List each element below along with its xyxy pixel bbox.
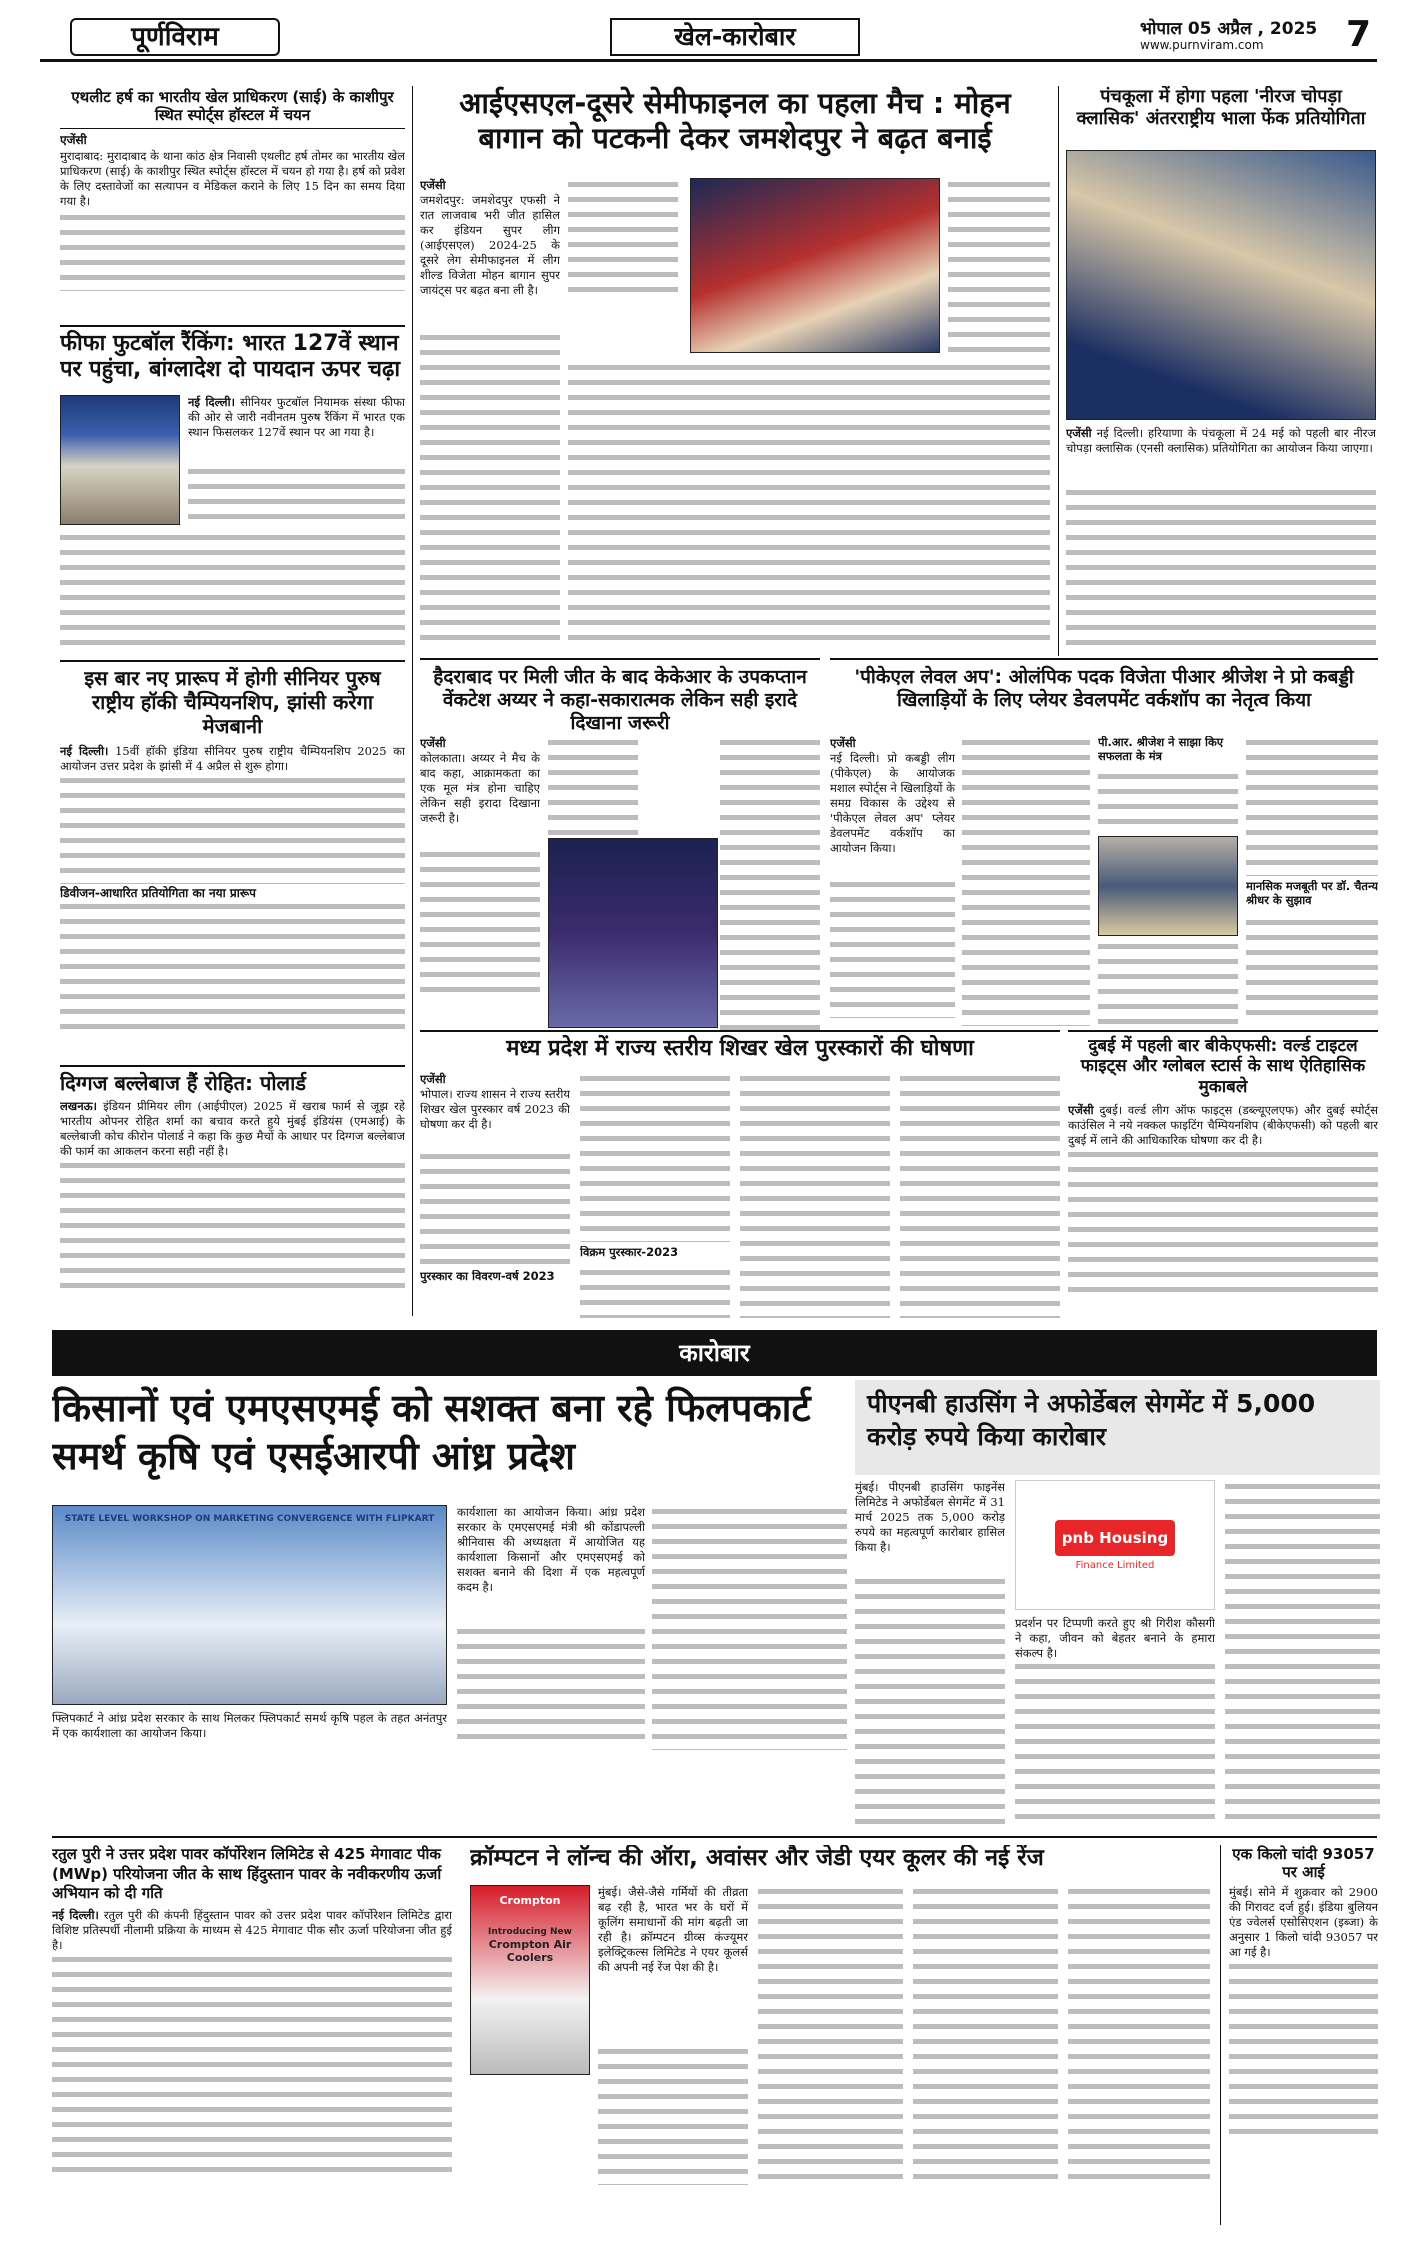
text-continuation	[1068, 1885, 1210, 2185]
headline[interactable]: किसानों एवं एमएसएमई को सशक्त बना रहे फिलपकार्ट समर्थ कृषि एवं एसईआरपी आंध्र प्रदेश	[52, 1386, 811, 1478]
text-continuation	[52, 1953, 452, 2173]
headline[interactable]: फीफा फुटबॉल रैंकिंग: भारत 127वें स्थान पर पहुंचा, बांग्लादेश दो पायदान ऊपर चढ़ा	[60, 325, 405, 384]
subhead: विक्रम पुरस्कार-2023	[580, 1246, 679, 1259]
text-continuation	[420, 331, 560, 641]
text-continuation	[758, 1885, 903, 2185]
subhead: डिवीजन-आधारित प्रतियोगिता का नया प्रारूप	[60, 886, 256, 900]
article-body: नई दिल्ली। प्रो कबड्डी लीग (पीकेएल) के आयोजक मशाल स्पोर्ट्स ने खिलाड़ियों के समग्र विकास के उद्देश्य से 'पीकेएल लेवल अप' प्लेयर डेवलपमेंट वर्कशॉप का आयोजन किया।	[830, 751, 955, 855]
subhead: मानसिक मजबूती पर डॉ. चैतन्य श्रीधर के सुझाव	[1246, 880, 1378, 907]
article-sai	[60, 88, 405, 323]
text-continuation	[420, 848, 540, 998]
column-divider	[1058, 86, 1059, 656]
text-continuation	[568, 178, 678, 298]
article-body: दुबई। वर्ल्ड लीग ऑफ फाइट्स (डब्ल्यूएलएफ) और दुबई स्पोर्ट्स काउंसिल ने नये नक्कल फाइटिंग चैम्पियनशिप (बीकेएफसी) को पहली बार दुबई में लाने की आधिकारिक घोषणा कर दी है।	[1068, 1103, 1378, 1148]
article-body: मुंबई। सोने में शुक्रवार को 2900 की गिरावट दर्ज हुई। इंडिया बुलियन एंड ज्वेलर्स एसोसिएशन (इब्जा) के अनुसार 1 किलो चांदी 93057 पर आ गई है।	[1229, 1885, 1378, 1959]
article-pnb	[855, 1480, 1380, 1830]
text-continuation	[60, 531, 405, 655]
dateline: नई दिल्ली।	[188, 395, 235, 409]
article-body: नई दिल्ली। हरियाणा के पंचकूला में 24 मई को पहली बार नीरज चोपड़ा क्लासिक (एनसी क्लासिक) प्रतियोगिता का आयोजन किया जाएगा।	[1066, 426, 1376, 455]
text-continuation	[948, 178, 1050, 353]
dateline: एजेंसी	[420, 178, 446, 192]
text-continuation	[1098, 770, 1238, 830]
article-body: मुरादाबाद: मुरादाबाद के थाना कांठ क्षेत्र निवासी एथलीट हर्ष तोमर का भारतीय खेल प्राधिकरण (साई) के काशीपुर स्थित स्पोर्ट्स हॉस्टल में चयन हो गया है। हर्ष को प्रवेश के लिए दस्तावेजों का सत्यापन व मेडिकल कराने के लिए 15 दिन का समय दिया गया है।	[60, 149, 405, 209]
text-continuation	[1229, 1960, 1378, 2140]
dateline: एजेंसी	[1068, 1103, 1094, 1118]
dateline: एजेंसी	[830, 736, 856, 750]
text-continuation	[457, 1625, 645, 1745]
text-continuation	[580, 1266, 730, 1318]
headline[interactable]: पीएनबी हाउसिंग ने अफोर्डेबल सेगमेंट में 5,000 करोड़ रुपये किया कारोबार	[867, 1389, 1316, 1451]
dateline: एजेंसी	[60, 133, 87, 147]
dateline: नई दिल्ली।	[60, 744, 109, 758]
ad-line1: Introducing New	[488, 1927, 572, 1938]
text-continuation	[598, 2045, 748, 2185]
article-body: कार्यशाला का आयोजन किया। आंध्र प्रदेश सरकार के एमएसएमई मंत्री श्री कोंडापल्ली श्रीनिवास की अध्यक्षता में आयोजित यह कार्यशाला किसानों और एमएसएमई को सशक्त बनाने की दिशा में एक महत्वपूर्ण कदम है।	[457, 1505, 645, 1594]
article-isl	[420, 86, 1050, 651]
pnb-logo-sub: Finance Limited	[1075, 1559, 1155, 1571]
article-hockey	[60, 660, 405, 1060]
team-photo	[60, 395, 180, 525]
text-continuation	[60, 1159, 405, 1289]
article-flipkart	[52, 1385, 847, 1830]
text-continuation	[1246, 916, 1378, 1024]
headline[interactable]: दिग्गज बल्लेबाज हैं रोहित: पोलार्ड	[60, 1065, 405, 1095]
text-continuation	[720, 736, 820, 1036]
workshop-photo	[1098, 836, 1238, 936]
text-continuation	[962, 736, 1090, 1026]
column-divider	[412, 86, 413, 1316]
match-photo	[690, 178, 940, 353]
section-title: खेल-कारोबार	[610, 18, 860, 56]
pnb-logo-box	[1015, 1480, 1215, 1610]
headline[interactable]: आईएसएल-दूसरे सेमीफाइनल का पहला मैच : मोहन बागान को पटकनी देकर जमशेदपुर ने बढ़त बनाई	[459, 86, 1011, 155]
dateline: एजेंसी	[420, 1072, 446, 1086]
text-continuation	[1225, 1480, 1380, 1825]
text-continuation	[548, 736, 638, 836]
text-continuation	[830, 878, 955, 1018]
article-body: 15वीं हॉकी इंडिया सीनियर पुरुष राष्ट्रीय चैम्पियनशिप 2025 का आयोजन उत्तर प्रदेश के झांसी में 4 अप्रैल से शुरू होगा।	[60, 744, 405, 773]
page-number: 7	[1345, 14, 1371, 55]
article-mp-awards	[420, 1030, 1060, 1325]
headline[interactable]: 'पीकेएल लेवल अप': ओलंपिक पदक विजेता पीआर श्रीजेश ने प्रो कबड्डी खिलाड़ियों के लिए प्लेयर डेवलपमेंट वर्कशॉप का नेतृत्व किया	[830, 658, 1378, 712]
article-body: सीनियर फुटबॉल नियामक संस्था फीफा की ओर से जारी नवीनतम पुरुष रैंकिंग में भारत एक स्थान फिसलकर 127वें स्थान पर आ गया है।	[188, 395, 405, 439]
crompton-ad	[470, 1885, 590, 2075]
text-continuation	[568, 361, 1050, 641]
headline[interactable]: दुबई में पहली बार बीकेएफसी: वर्ल्ड टाइटल फाइट्स और ग्लोबल स्टार्स के साथ ऐतिहासिक मुकाबले	[1068, 1030, 1378, 1097]
player-photo	[548, 838, 718, 1028]
text-continuation	[60, 774, 405, 884]
dateline: एजेंसी	[1066, 426, 1092, 440]
website-url[interactable]: www.purnviram.com	[1140, 38, 1264, 52]
article-body: जमशेदपुर: जमशेदपुर एफसी ने रात लाजवाब भरी जीत हासिल कर इंडियन सुपर लीग (आईएसएल) 2024-25 के दूसरे लेग सेमीफाइनल में लीग शील्ड विजेता मोहन बागान सुपर जायंट्स पर बढ़त बना ली है।	[420, 193, 560, 297]
ad-brand: Crompton	[499, 1894, 561, 1907]
article-sjvn	[52, 1845, 452, 2225]
article-crompton	[470, 1845, 1210, 2225]
headline[interactable]: पंचकूला में होगा पहला 'नीरज चोपड़ा क्लासिक' अंतरराष्ट्रीय भाला फेंक प्रतियोगिता	[1076, 86, 1366, 129]
article-silver	[1220, 1845, 1378, 2225]
headline[interactable]: एक किलो चांदी 93057 पर आई	[1232, 1845, 1375, 1881]
text-continuation	[1246, 736, 1378, 876]
headline[interactable]: एथलीट हर्ष का भारतीय खेल प्राधिकरण (साई) के काशीपुर स्थित स्पोर्ट्स हॉस्टल में चयन	[60, 88, 405, 129]
text-continuation	[740, 1072, 890, 1318]
article-body: इंडियन प्रीमियर लीग (आईपीएल) 2025 में खराब फार्म से जूझ रहे भारतीय ओपनर रोहित शर्मा का बचाव करते हुये मुंबई इंडियंस (एमआई) के बल्लेबाजी कोच कीरोन पोलार्ड ने कहा कि कुछ मैचों के आधार पर दिग्गज बल्लेबाज की फार्म का आकलन करना सही नहीं है।	[60, 1099, 405, 1158]
headline[interactable]: क्रॉम्पटन ने लॉन्च की ऑरा, अवांसर और जेडी एयर कूलर की नई रेंज	[470, 1845, 1044, 1871]
article-fifa	[60, 325, 405, 655]
headline[interactable]: रतुल पुरी ने उत्तर प्रदेश पावर कॉर्पोरेशन लिमिटेड से 425 मेगावाट पीक (MWp) परियोजना जीत के साथ हिंदुस्तान पावर के नवीकरणीय ऊर्जा अभियान को दी गति	[52, 1845, 442, 1902]
dateline: नई दिल्ली।	[52, 1907, 99, 1922]
dateline: एजेंसी	[420, 736, 446, 750]
subhead: पुरस्कार का विवरण-वर्ष 2023	[420, 1270, 555, 1283]
text-continuation	[60, 211, 405, 291]
text-continuation	[1066, 486, 1376, 646]
headline[interactable]: हैदराबाद पर मिली जीत के बाद केकेआर के उपकप्तान वेंकटेश अय्यर ने कहा-सकारात्मक लेकिन सही इरादे दिखाना जरूरी	[420, 658, 820, 734]
row-divider	[52, 1836, 1377, 1838]
athlete-photo	[1066, 150, 1376, 420]
edition-date: भोपाल 05 अप्रैल , 2025	[1140, 19, 1318, 39]
article-sreejesh	[830, 658, 1378, 1028]
masthead	[40, 14, 1377, 62]
text-continuation	[1068, 1148, 1378, 1298]
article-pollard	[60, 1065, 405, 1320]
text-continuation	[1015, 1660, 1215, 1825]
ad-line2: Crompton Air Coolers	[488, 1937, 572, 1965]
newspaper-logo[interactable]: पूर्णविराम	[70, 18, 280, 56]
text-continuation	[913, 1885, 1058, 2185]
banner-label: कारोबार	[679, 1339, 750, 1367]
dateline: लखनऊ।	[60, 1099, 97, 1113]
pnb-logo: pnb Housing	[1055, 1520, 1175, 1556]
section-banner	[52, 1330, 1377, 1376]
text-continuation	[855, 1575, 1005, 1825]
photo-caption: फ्लिपकार्ट ने आंध्र प्रदेश सरकार के साथ मिलकर फ्लिपकार्ट समर्थ कृषि पहल के तहत अनंतपुर में एक कार्यशाला का आयोजन किया।	[52, 1711, 447, 1740]
article-neeraj	[1066, 86, 1376, 651]
article-body: मुंबई। जैसे-जैसे गर्मियों की तीव्रता बढ़ रही है, भारत भर के घरों में कूलिंग समाधानों की मांग बढ़ती जा रही है। क्रॉम्पटन ग्रीव्स कंज्यूमर इलेक्ट्रिकल्स लिमिटेड ने एयर कूलर्स की अपनी नई रेंज पेश की है।	[598, 1885, 748, 1974]
article-body: रतुल पुरी की कंपनी हिंदुस्तान पावर को उत्तर प्रदेश पावर कॉर्पोरेशन लिमिटेड द्वारा विशिष्ट प्रतिस्पर्धी नीलामी प्रक्रिया के माध्यम से 425 मेगावाट पीक सौर ऊर्जा परियोजना जीत हुई है।	[52, 1907, 452, 1952]
headline[interactable]: मध्य प्रदेश में राज्य स्तरीय शिखर खेल पुरस्कारों की घोषणा	[420, 1030, 1060, 1062]
photo-caption: प्रदर्शन पर टिप्पणी करते हुए श्री गिरीश कौसगी ने कहा, जीवन को बेहतर बनाने के हमारा संकल्प है।	[1015, 1616, 1215, 1660]
text-continuation	[1098, 940, 1238, 1024]
text-continuation	[652, 1505, 847, 1750]
text-continuation	[420, 1150, 570, 1265]
subhead: पी.आर. श्रीजेश ने साझा किए सफलता के मंत्र	[1098, 736, 1224, 763]
event-photo	[52, 1505, 447, 1705]
article-body: कोलकाता। अय्यर ने मैच के बाद कहा, आक्रामकता का एक मूल मंत्र होना चाहिए लेकिन सही इरादा दिखाना जरूरी है।	[420, 751, 540, 825]
text-continuation	[188, 465, 405, 525]
article-body: मुंबई। पीएनबी हाउसिंग फाइनेंस लिमिटेड ने अफोर्डेबल सेगमेंट में 31 मार्च 2025 तक 5,000 करोड़ रुपये का महत्वपूर्ण कारोबार हासिल किया है।	[855, 1480, 1005, 1554]
photo-banner-text: STATE LEVEL WORKSHOP ON MARKETING CONVERGENCE WITH FLIPKART	[64, 1514, 435, 1524]
text-continuation	[580, 1072, 730, 1242]
headline[interactable]: इस बार नए प्रारूप में होगी सीनियर पुरुष राष्ट्रीय हॉकी चैम्पियनशिप, झांसी करेगा मेजबानी	[60, 660, 405, 738]
article-body: भोपाल। राज्य शासन ने राज्य स्तरीय शिखर खेल पुरस्कार वर्ष 2023 की घोषणा कर दी है।	[420, 1087, 570, 1131]
pnb-headline-box	[855, 1380, 1380, 1475]
text-continuation	[900, 1072, 1060, 1318]
article-dubai	[1068, 1030, 1378, 1325]
text-continuation	[60, 900, 405, 1030]
